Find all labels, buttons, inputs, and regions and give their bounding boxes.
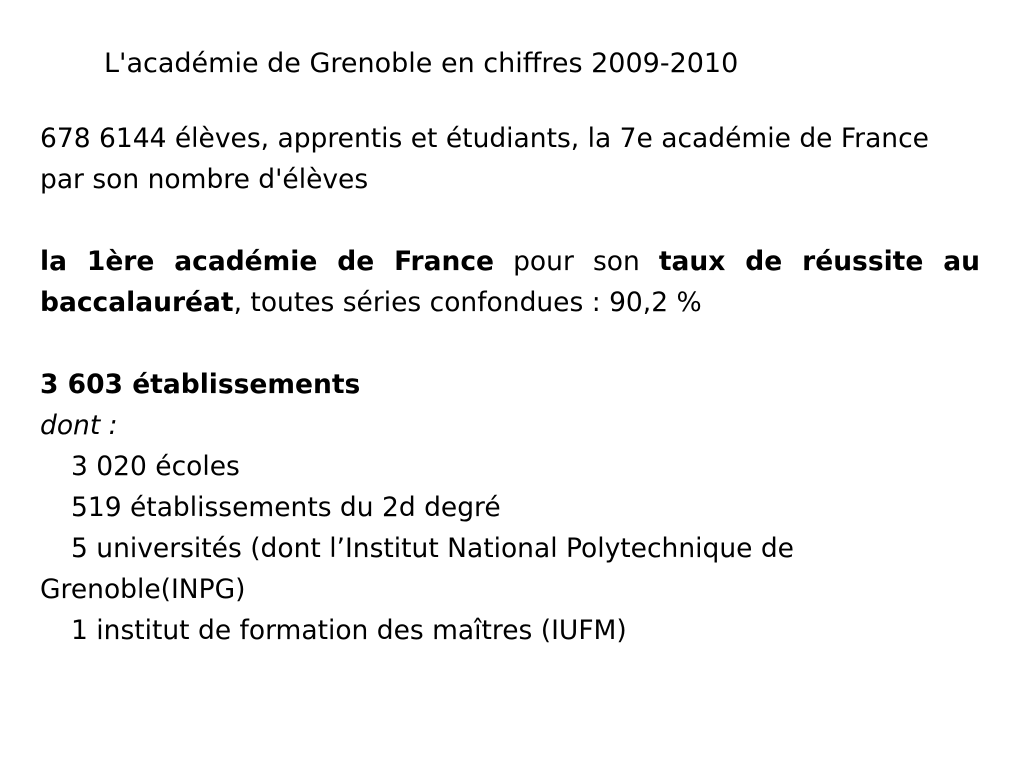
baccalaureat-paragraph bbox=[40, 241, 980, 323]
list-item-ecoles: 3 020 écoles bbox=[71, 451, 240, 482]
spacer bbox=[40, 200, 980, 241]
success-rate-value: , toutes séries confondues : 90,2 % bbox=[233, 287, 702, 318]
spacer bbox=[40, 323, 980, 364]
ranking-text: la 1ère académie de France bbox=[40, 246, 494, 277]
slide-title: L'académie de Grenoble en chiffres 2009-2010 bbox=[104, 48, 739, 79]
establishments-heading: 3 603 établissements bbox=[40, 369, 361, 400]
students-paragraph: 678 6144 élèves, apprentis et étudiants, la 7e académie de France par son nombre d'élèves bbox=[40, 123, 929, 195]
connector-text: pour son bbox=[494, 246, 659, 277]
list-item-second-degre: 519 établissements du 2d degré bbox=[71, 492, 501, 523]
dont-label: dont : bbox=[40, 410, 118, 441]
list-item-universites: 5 universités (dont l’Institut National Polytechnique de bbox=[71, 533, 794, 564]
list-item-universites-continued: Grenoble(INPG) bbox=[40, 574, 246, 605]
list-item-iufm: 1 institut de formation des maîtres (IUFM) bbox=[71, 615, 627, 646]
slide-body bbox=[40, 118, 980, 651]
success-rate-label: taux de réussite au baccalauréat bbox=[40, 246, 980, 318]
